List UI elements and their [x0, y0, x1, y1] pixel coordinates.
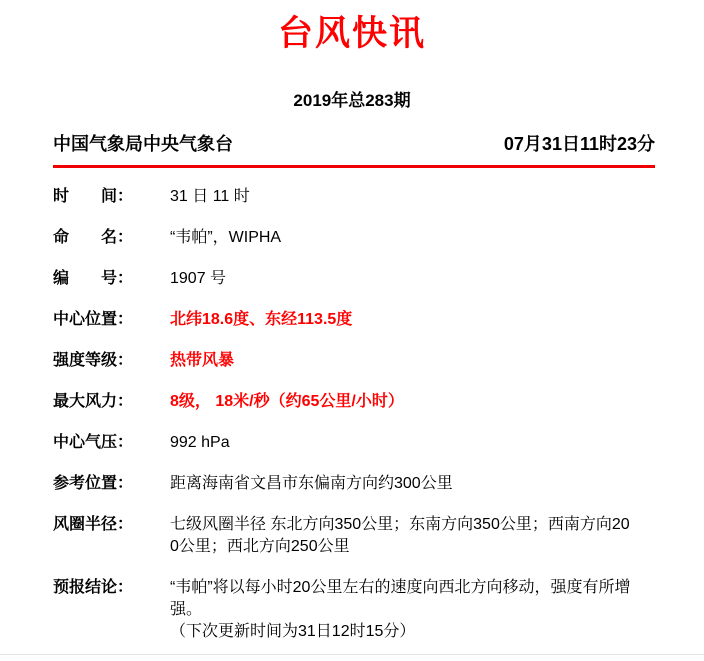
field-row-intensity-level [53, 350, 655, 372]
field-value: 北纬18.6度、东经113.5度 [170, 311, 353, 328]
field-label: 命 名： [53, 229, 134, 246]
field-list [0, 186, 704, 643]
issue-number: 2019年总283期 [293, 91, 411, 110]
field-value: 1907 号 [170, 270, 227, 287]
label-colon: ： [117, 352, 134, 369]
field-label: 编 号： [53, 270, 134, 287]
field-row-number [53, 268, 655, 290]
field-row-center-pressure [53, 432, 655, 454]
field-label: 中心位置： [53, 311, 134, 328]
label-colon: ： [117, 475, 134, 492]
label-colon: ： [117, 434, 134, 451]
label-colon: ： [117, 579, 134, 596]
field-label: 强度等级： [53, 352, 134, 369]
field-label: 时 间： [53, 188, 134, 205]
field-label: 预报结论： [53, 579, 134, 596]
field-label: 最大风力： [53, 393, 134, 410]
label-colon: ： [117, 393, 134, 410]
field-value: 8级， 18米/秒（约65公里/小时） [170, 393, 404, 410]
bottom-divider [0, 654, 704, 655]
label-colon: ： [117, 270, 134, 287]
next-update-note: （下次更新时间为31日12时15分） [170, 623, 416, 640]
field-value: 距离海南省文昌市东偏南方向约300公里 [170, 475, 453, 492]
page-title: 台风快讯 [277, 14, 426, 53]
field-row-name [53, 227, 655, 249]
field-value: 热带风暴 [170, 352, 235, 369]
label-colon: ： [117, 188, 134, 205]
red-divider [53, 165, 655, 168]
field-value [170, 577, 636, 643]
field-row-reference-position [53, 473, 655, 495]
label-colon: ： [117, 311, 134, 328]
field-value: 992 hPa [170, 434, 230, 451]
agency-name: 中国气象局中央气象台 [53, 134, 233, 154]
label-colon: ： [117, 229, 134, 246]
field-row-time [53, 186, 655, 208]
field-label: 参考位置： [53, 475, 134, 492]
forecast-text: “韦帕”将以每小时20公里左右的速度向西北方向移动，强度有所增强。 [170, 579, 631, 618]
label-colon: ： [117, 516, 134, 533]
field-row-forecast-conclusion [53, 577, 655, 643]
report-datetime: 07月31日11时23分 [503, 134, 655, 154]
field-label: 风圈半径： [53, 516, 134, 533]
field-value: 七级风圈半径 东北方向350公里；东南方向350公里；西南方向200公里；西北方向250公里 [170, 516, 630, 555]
field-row-wind-circle-radius [53, 514, 655, 558]
field-row-center-position [53, 309, 655, 331]
field-label: 中心气压： [53, 434, 134, 451]
field-value: “韦帕”，WIPHA [170, 229, 282, 246]
bulletin-header [0, 134, 704, 154]
field-row-max-wind [53, 391, 655, 413]
field-value: 31 日 11 时 [170, 188, 250, 205]
